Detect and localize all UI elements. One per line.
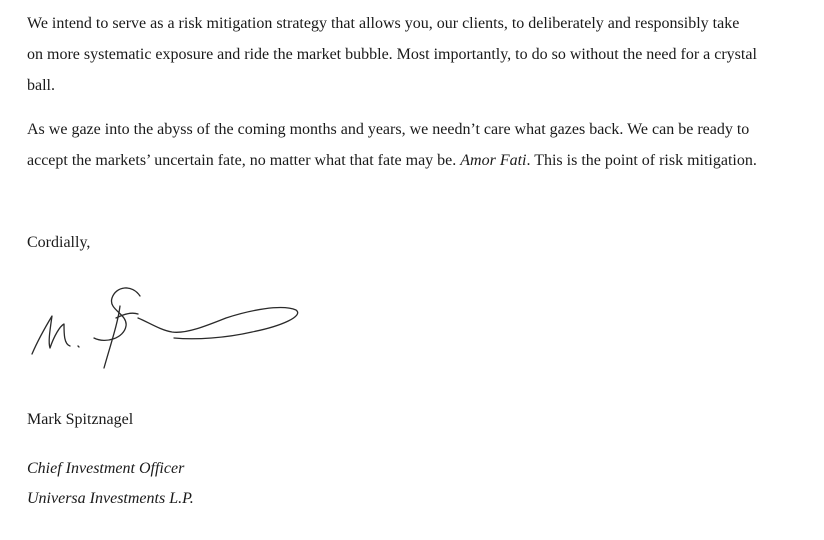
signer-name: Mark Spitznagel [27,411,134,428]
body-paragraph-2 [27,114,817,176]
amor-fati-italic: Amor Fati [460,152,527,169]
paragraph-2-line-2 [27,145,817,176]
handwritten-signature [20,278,320,378]
body-paragraph-1 [27,8,817,101]
paragraph-1-line-1: We intend to serve as a risk mitigation strategy that allows you, our clients, to deliberately and responsibly take [27,15,740,32]
paragraph-1-line-3: ball. [27,77,55,94]
signer-company: Universa Investments L.P. [27,490,194,507]
paragraph-1-line-2: on more systematic exposure and ride the market bubble. Most importantly, to do so without the need for a crystal [27,46,757,63]
paragraph-2-text-after: . This is the point of risk mitigation. [526,152,757,169]
paragraph-2-line-1: As we gaze into the abyss of the coming months and years, we needn’t care what gazes back. We can be ready to [27,121,750,138]
signer-title: Chief Investment Officer [27,460,185,477]
paragraph-2-text-before: accept the markets’ uncertain fate, no matter what that fate may be. [27,152,461,169]
closing-salutation: Cordially, [27,234,91,251]
